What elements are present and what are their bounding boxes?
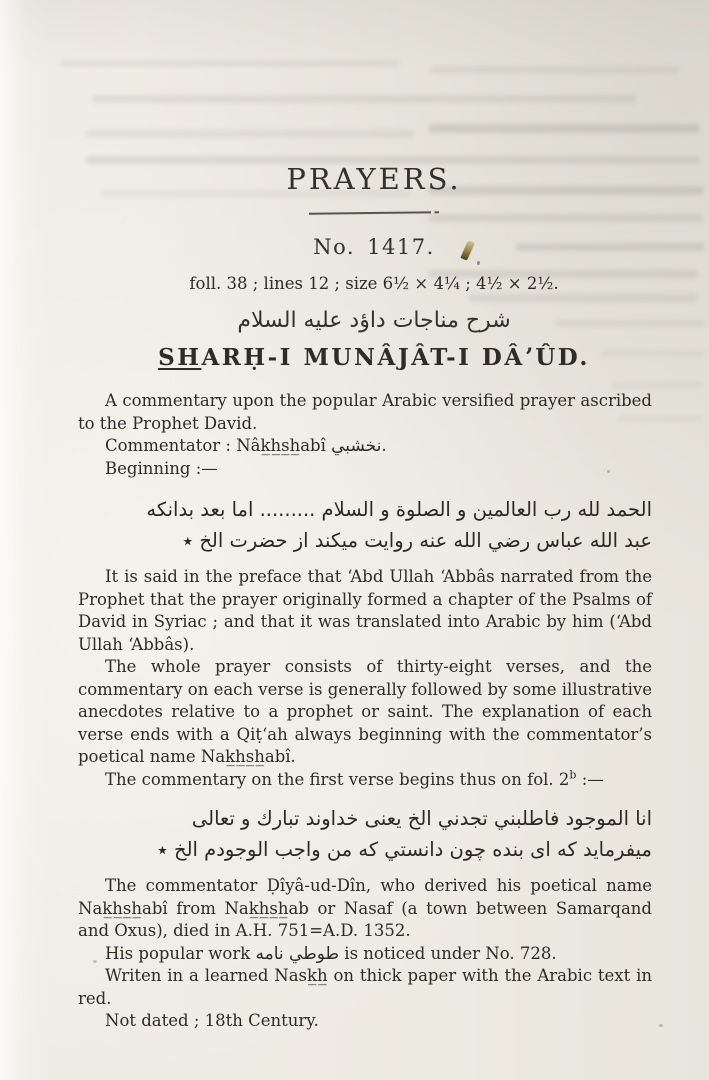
commentator-period: . <box>381 436 387 456</box>
section-heading: PRAYERS. <box>286 162 462 196</box>
beginning-quote-line2: عبد الله عباس رضي الله عنه روايت ميكند از حضرت الخ ٭ <box>182 529 652 553</box>
transliterated-title <box>87 344 661 371</box>
section-divider <box>309 212 439 216</box>
first-verse-dash: :— <box>576 769 604 789</box>
paragraph-commentator-bio: The commentator Ḍîyâ-ud-Dîn, who derived his poetical name Nak̲h̲s̲h̲abî from Nak̲h̲s̲h̲ab or Nasaf (a town between Samarqand and Oxus), died in A.H. 751=A.D. 1352. <box>78 876 652 941</box>
first-verse-quote <box>78 803 652 865</box>
collation-line: foll. 38 ; lines 12 ; size 6½ × 4¼ ; 4½ × 2½. <box>189 274 559 294</box>
first-verse-quote-line1: انا الموجود فاطلبني تجدني الخ يعنى خداوند تبارك و تعالى <box>191 807 652 831</box>
beginning-quote <box>78 494 652 556</box>
arabic-title: شرح مناجات داؤد عليه السلام <box>237 308 511 334</box>
commentator-label: Commentator : Nâk̲h̲s̲h̲abî <box>105 436 332 456</box>
paragraph-writing: Writen in a learned Nask̲h̲ on thick paper with the Arabic text in red. <box>78 966 652 1008</box>
paragraph-popular-work <box>78 943 652 966</box>
commentator-line <box>78 435 652 458</box>
first-verse-text: The commentary on the first verse begins thus on fol. 2 <box>105 769 570 789</box>
catalogue-entry <box>78 0 652 1033</box>
work-prefix: His popular work <box>105 943 256 963</box>
scan-highlight-left <box>0 0 26 1080</box>
paragraph-date: Not dated ; 18th Century. <box>105 1011 319 1031</box>
beginning-label: Beginning :— <box>105 458 218 478</box>
paragraph-structure: The whole prayer consists of thirty-eight verses, and the commentary on each verse is generally followed by some illustrative anecdotes relative to a prophet or saint. The explanation of each verse ends with a Qiṭʻah always beginning with the commentator’s poetical name Nak̲h̲s̲h̲abî. <box>78 657 652 767</box>
title-underlined-digraph: SH <box>158 344 202 372</box>
entry-number: No. 1417. <box>313 235 435 260</box>
paragraph-preface: It is said in the preface that ʻAbd Ullah ʻAbbâs narrated from the Prophet that the prayer originally formed a chapter of the Psalms of David in Syriac ; and that it was translated into Arabic by him (ʻAbd Ullah ʻAbbâs). <box>78 567 652 654</box>
folio-superscript: b <box>569 768 577 782</box>
beginning-quote-line1: الحمد لله رب العالمين و الصلوة و السلام ......... اما بعد بدانكه <box>146 498 652 522</box>
title-rest: ARḤ-I MUNÂJÂT-I DÂʼÛD. <box>201 344 590 372</box>
work-suffix: is noticed under No. 728. <box>339 943 557 963</box>
work-title-arabic: طوطي نامه <box>255 943 340 964</box>
commentator-name-arabic: نخشبي <box>331 436 382 457</box>
ink-speck <box>659 1024 663 1027</box>
first-verse-quote-line2: ميفرمايد كه اى بنده چون دانستي كه من واجب الوجودم الخ ٭ <box>157 838 652 862</box>
paragraph-first-verse <box>78 769 652 792</box>
paragraph-summary: A commentary upon the popular Arabic versified prayer ascribed to the Prophet David. <box>78 391 652 433</box>
